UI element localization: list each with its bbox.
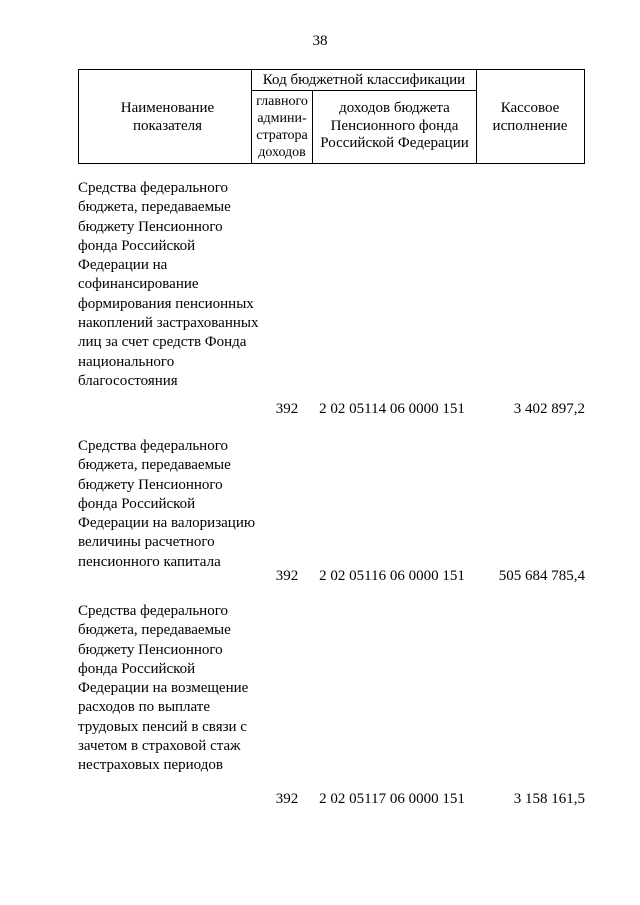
header-left-border xyxy=(78,69,79,164)
header-top-border xyxy=(78,69,585,70)
table-row-2-admin: 392 xyxy=(275,568,299,584)
table-row-3-amount: 3 158 161,5 xyxy=(513,791,585,807)
table-row-2-code: 2 02 05116 06 0000 151 xyxy=(319,568,465,584)
page-number: 38 xyxy=(312,33,328,49)
header-income-column: доходов бюджета Пенсионного фонда Российской Федерации xyxy=(320,100,469,151)
table-row-3-name: Средства федерального бюджета, передаваемые бюджету Пенсионного фонда Российской Федерации на возмещение расходов по выплате трудовых пенсий в связи с зачетом в страховой стаж нестраховых периодов xyxy=(78,603,249,774)
table-row-3-code: 2 02 05117 06 0000 151 xyxy=(319,791,465,807)
header-bottom-border xyxy=(78,163,585,164)
header-budget-code-group: Код бюджетной классификации xyxy=(262,72,466,88)
header-admin-column: главного админи-стратора доходов xyxy=(256,94,308,160)
header-execution-column: Кассовое исполнение xyxy=(492,100,568,134)
table-row-3-admin: 392 xyxy=(275,791,299,807)
table-row-2-name: Средства федерального бюджета, передаваемые бюджету Пенсионного фонда Российской Федерации на валоризацию величины расчетного пенсионного капитала xyxy=(78,438,256,570)
table-row-1-admin: 392 xyxy=(275,401,299,417)
header-divider-income xyxy=(476,69,477,164)
header-name-column: Наименование показателя xyxy=(120,100,215,134)
table-row-2-amount: 505 684 785,4 xyxy=(498,568,585,584)
table-row-1-code: 2 02 05114 06 0000 151 xyxy=(319,401,465,417)
table-row-1-amount: 3 402 897,2 xyxy=(513,401,585,417)
table-row-1-name: Средства федерального бюджета, передаваемые бюджету Пенсионного фонда Российской Федерации на софинансирование формирования пенсионных накоплений застрахованных лиц за счет средств Фонда национального благосостояния xyxy=(78,180,259,389)
header-right-border xyxy=(584,69,585,164)
header-divider-group-bottom xyxy=(251,90,476,91)
